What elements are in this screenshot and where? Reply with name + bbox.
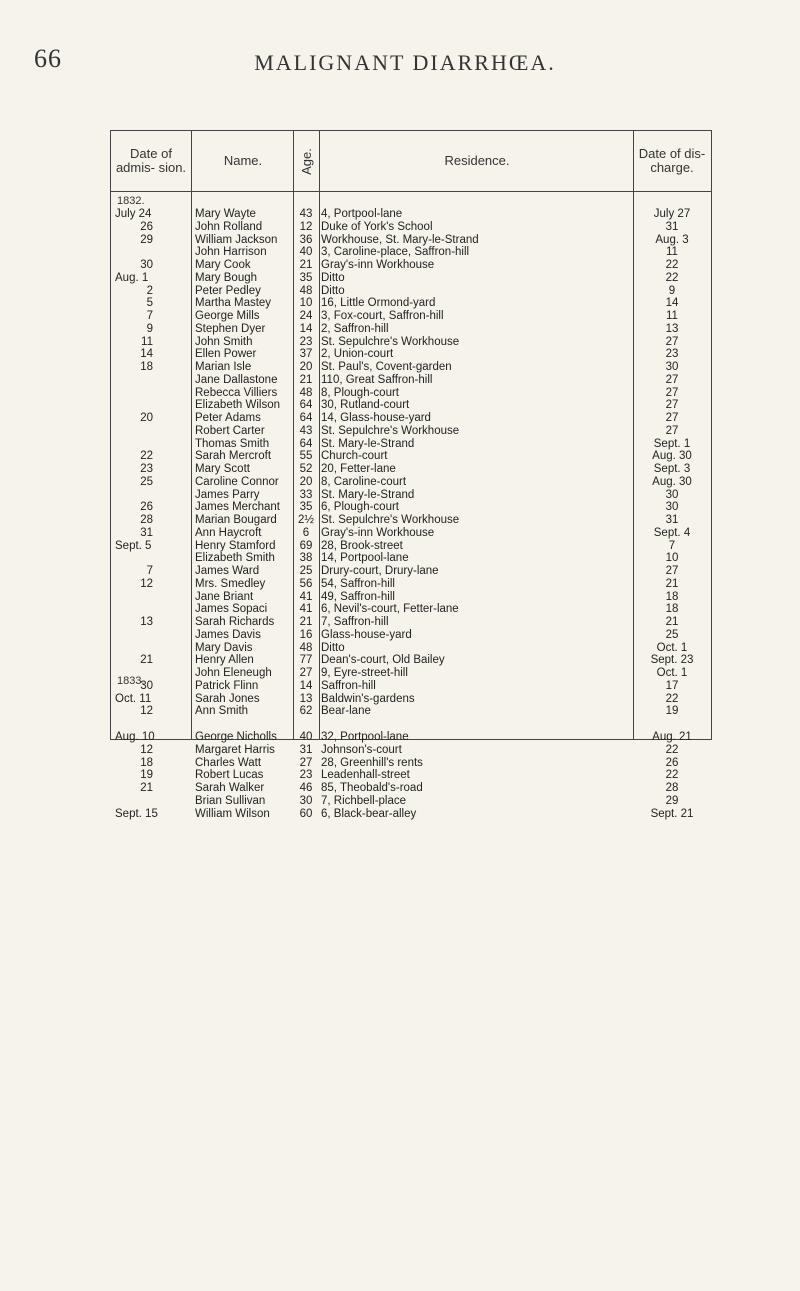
patient-name-cell: James Davis [195, 628, 261, 641]
patient-name-cell: Charles Watt [195, 756, 262, 769]
column-header-age: Age. [298, 147, 314, 175]
residence-cell: 6, Black-bear-alley [321, 807, 417, 820]
discharge-date-cell: 28 [665, 782, 679, 794]
residence-cell: Gray's-inn Workhouse [321, 259, 435, 271]
column-header-admission: Date of admis- sion. [115, 146, 187, 175]
age-cell: 27 [299, 667, 313, 679]
residence-cell: 20, Fetter-lane [321, 463, 396, 475]
admission-date-cell: 28 [140, 514, 153, 526]
table-row [111, 808, 711, 821]
admission-date-cell: Oct. 11 [115, 692, 152, 705]
residence-cell: Johnson's-court [321, 743, 402, 756]
admission-date-cell: 9 [146, 322, 153, 335]
discharge-date-cell: 27 [665, 565, 679, 577]
patient-name-cell: James Ward [195, 565, 260, 577]
age-cell: 14 [299, 322, 313, 335]
age-cell: 46 [299, 782, 313, 794]
age-cell: 23 [299, 769, 313, 782]
table-row [111, 323, 711, 336]
year-label: 1833. [117, 675, 145, 687]
discharge-date-cell: 10 [665, 552, 679, 565]
table-row [111, 272, 711, 285]
patient-name-cell: Peter Pedley [195, 284, 261, 297]
discharge-date-cell: 22 [665, 692, 679, 705]
table-row [111, 565, 711, 578]
patient-name-cell: George Mills [195, 310, 260, 322]
discharge-date-cell: 13 [665, 322, 679, 335]
age-cell: 77 [299, 654, 313, 667]
patient-name-cell: Mrs. Smedley [195, 577, 266, 590]
admission-date-cell: 12 [140, 577, 153, 590]
table-row [111, 246, 711, 259]
page-number: 66 [34, 44, 62, 73]
admission-date-cell: July 24 [115, 208, 152, 220]
table-row [111, 680, 711, 693]
age-cell: 12 [299, 220, 313, 233]
residence-cell: 6, Nevil's-court, Fetter-lane [321, 603, 459, 616]
discharge-date-cell: Sept. 3 [653, 463, 691, 475]
header-rule [111, 191, 711, 192]
age-cell: 10 [299, 297, 313, 310]
patient-name-cell: Peter Adams [195, 412, 261, 424]
discharge-date-cell: 27 [665, 412, 679, 424]
discharge-date-cell: 27 [665, 424, 679, 437]
table-row [111, 501, 711, 514]
age-cell: 35 [299, 501, 313, 514]
table-row [111, 578, 711, 591]
age-cell: 43 [299, 424, 313, 437]
discharge-date-cell: 26 [665, 756, 679, 769]
age-cell: 60 [299, 807, 313, 820]
residence-cell: Workhouse, St. Mary-le-Strand [321, 233, 479, 246]
age-cell: 48 [299, 641, 313, 654]
discharge-date-cell: 27 [665, 399, 679, 412]
table-row [111, 412, 711, 425]
table-row [111, 208, 711, 221]
age-cell: 38 [299, 552, 313, 565]
residence-cell: Dean's-court, Old Bailey [321, 654, 445, 667]
admission-date-cell: 7 [146, 310, 153, 322]
table-row [111, 642, 711, 655]
age-cell: 13 [299, 692, 313, 705]
table-row [111, 540, 711, 553]
discharge-date-cell: 18 [665, 590, 679, 603]
patient-name-cell: Elizabeth Smith [195, 552, 275, 565]
age-cell: 25 [299, 565, 313, 577]
patient-name-cell: Sarah Walker [195, 782, 265, 794]
residence-cell: 4, Portpool-lane [321, 208, 403, 220]
patient-name-cell: John Smith [195, 335, 253, 348]
admission-date-cell: 30 [140, 679, 153, 692]
patient-name-cell: Sarah Mercroft [195, 450, 272, 463]
age-cell: 14 [299, 679, 313, 692]
admission-date-cell: 30 [140, 259, 153, 271]
patient-name-cell: John Rolland [195, 220, 263, 233]
admissions-register-table [110, 130, 712, 820]
admission-date-cell: 7 [146, 565, 153, 577]
residence-cell: Ditto [321, 641, 345, 654]
age-cell: 40 [299, 731, 313, 743]
residence-cell: 7, Saffron-hill [321, 616, 389, 628]
residence-cell: Drury-court, Drury-lane [321, 565, 439, 577]
patient-name-cell: Marian Isle [195, 361, 252, 373]
patient-name-cell: Jane Dallastone [195, 373, 278, 386]
discharge-date-cell: Sept. 1 [653, 437, 691, 450]
patient-name-cell: Mary Bough [195, 271, 258, 284]
residence-cell: 85, Theobald's-road [321, 782, 423, 794]
discharge-date-cell: Aug. 21 [652, 731, 692, 743]
table-row [111, 744, 711, 757]
discharge-date-cell: 18 [665, 603, 679, 616]
admission-date-cell: 2 [146, 284, 153, 297]
admission-date-cell: 5 [146, 297, 153, 310]
admission-date-cell: 26 [140, 220, 153, 233]
residence-cell: 14, Portpool-lane [321, 552, 409, 565]
table-row [111, 514, 711, 527]
residence-cell: St. Mary-le-Strand [321, 488, 415, 501]
table-row [111, 552, 711, 565]
discharge-date-cell: 31 [665, 514, 679, 526]
patient-name-cell: Ann Smith [195, 705, 249, 718]
age-cell: 20 [299, 361, 313, 373]
table-row [111, 476, 711, 489]
patient-name-cell: Sarah Richards [195, 616, 275, 628]
admission-date-cell: 12 [140, 743, 153, 756]
age-cell: 24 [299, 310, 313, 322]
admission-date-cell: 14 [140, 348, 153, 361]
admission-date-cell: 13 [140, 616, 153, 628]
discharge-date-cell: 30 [665, 488, 679, 501]
table-row [111, 234, 711, 247]
table-row [111, 221, 711, 234]
residence-cell: 28, Greenhill's rents [321, 756, 423, 769]
age-cell: 56 [299, 577, 313, 590]
patient-name-cell: William Jackson [195, 233, 278, 246]
table-row [111, 438, 711, 451]
admission-date-cell: 21 [140, 782, 153, 794]
table-row [111, 629, 711, 642]
admission-date-cell: 12 [140, 705, 153, 718]
table-row [111, 348, 711, 361]
age-cell: 21 [299, 259, 313, 271]
discharge-date-cell: 30 [665, 501, 679, 514]
residence-cell: Saffron-hill [321, 679, 376, 692]
discharge-date-cell: 31 [665, 220, 679, 233]
residence-cell: Baldwin's-gardens [321, 692, 415, 705]
residence-cell: 6, Plough-court [321, 501, 399, 514]
discharge-date-cell: Sept. 4 [653, 526, 691, 539]
table-row [111, 782, 711, 795]
table-row [111, 757, 711, 770]
patient-name-cell: Thomas Smith [195, 437, 270, 450]
column-header-discharge: Date of dis- charge. [638, 146, 706, 175]
table-row [111, 731, 711, 744]
residence-cell: 9, Eyre-street-hill [321, 667, 408, 679]
admission-date-cell: Aug. 10 [115, 731, 155, 743]
discharge-date-cell: 27 [665, 335, 679, 348]
patient-name-cell: John Eleneugh [195, 667, 272, 679]
patient-name-cell: Mary Wayte [195, 208, 256, 220]
discharge-date-cell: Sept. 21 [650, 807, 694, 820]
patient-name-cell: Henry Allen [195, 654, 254, 667]
residence-cell: St. Sepulchre's Workhouse [321, 514, 460, 526]
discharge-date-cell: 9 [668, 284, 676, 297]
year-label: 1832. [117, 195, 145, 207]
age-cell: 48 [299, 386, 313, 399]
age-cell: 23 [299, 335, 313, 348]
patient-name-cell: Jane Briant [195, 590, 254, 603]
residence-cell: 16, Little Ormond-yard [321, 297, 436, 310]
admission-date-cell: 22 [140, 450, 153, 463]
discharge-date-cell: Aug. 30 [652, 450, 692, 463]
age-cell: 6 [302, 526, 310, 539]
discharge-date-cell: Aug. 3 [655, 233, 689, 246]
discharge-date-cell: 19 [665, 705, 679, 718]
residence-cell: 3, Fox-court, Saffron-hill [321, 310, 444, 322]
discharge-date-cell: 22 [665, 769, 679, 782]
column-header-age-cell [295, 131, 317, 191]
table-row [111, 654, 711, 667]
residence-cell: 8, Plough-court [321, 386, 399, 399]
discharge-date-cell: 27 [665, 386, 679, 399]
age-cell: 41 [299, 603, 313, 616]
age-cell: 43 [299, 208, 313, 220]
patient-name-cell: Ann Haycroft [195, 526, 262, 539]
discharge-date-cell: 11 [666, 310, 678, 322]
patient-name-cell: Sarah Jones [195, 692, 260, 705]
age-cell: 37 [299, 348, 313, 361]
discharge-date-cell: 30 [665, 361, 679, 373]
admission-date-cell: 31 [140, 526, 153, 539]
table-row [111, 285, 711, 298]
residence-cell: Ditto [321, 271, 345, 284]
patient-name-cell: Robert Lucas [195, 769, 264, 782]
discharge-date-cell: Sept. 23 [650, 654, 694, 667]
table-row [111, 527, 711, 540]
age-cell: 2½ [298, 514, 314, 526]
running-head: MALIGNANT DIARRHŒA. [254, 50, 556, 75]
age-cell: 27 [299, 756, 313, 769]
discharge-date-cell: 22 [665, 259, 679, 271]
age-cell: 30 [299, 794, 313, 807]
column-header-name: Name. [223, 153, 263, 168]
patient-name-cell: Elizabeth Wilson [195, 399, 281, 412]
admission-date-cell: 11 [141, 335, 153, 348]
table-row [111, 387, 711, 400]
table-row [111, 769, 711, 782]
age-cell: 62 [299, 705, 313, 718]
patient-name-cell: Brian Sullivan [195, 794, 266, 807]
admission-date-cell: 18 [140, 361, 153, 373]
age-cell: 64 [299, 412, 313, 424]
age-cell: 64 [299, 437, 313, 450]
age-cell: 21 [299, 616, 313, 628]
discharge-date-cell: Aug. 30 [652, 475, 692, 488]
patient-name-cell: Caroline Connor [195, 475, 279, 488]
admission-date-cell: 29 [140, 233, 153, 246]
table-row [111, 259, 711, 272]
patient-name-cell: Marian Bougard [195, 514, 277, 526]
patient-name-cell: Mary Davis [195, 641, 253, 654]
table-row [111, 705, 711, 718]
residence-cell: Ditto [321, 284, 345, 297]
discharge-date-cell: 21 [665, 577, 679, 590]
table-row [111, 297, 711, 310]
admission-date-cell: 25 [140, 475, 153, 488]
discharge-date-cell: 29 [665, 794, 679, 807]
column-header-residence: Residence. [444, 153, 510, 168]
age-cell: 41 [299, 590, 313, 603]
discharge-date-cell: 21 [665, 616, 679, 628]
admission-date-cell: 26 [140, 501, 153, 514]
residence-cell: Church-court [321, 450, 388, 463]
table-row [111, 693, 711, 706]
residence-cell: Leadenhall-street [321, 769, 410, 782]
residence-cell: St. Sepulchre's Workhouse [321, 424, 460, 437]
residence-cell: St. Sepulchre's Workhouse [321, 335, 460, 348]
residence-cell: St. Paul's, Covent-garden [321, 361, 452, 373]
patient-name-cell: Ellen Power [195, 348, 257, 361]
age-cell: 31 [299, 743, 313, 756]
age-cell: 48 [299, 284, 313, 297]
patient-name-cell: Mary Scott [195, 463, 250, 475]
age-cell: 20 [299, 475, 313, 488]
admission-date-cell: Sept. 15 [115, 807, 158, 820]
patient-name-cell: Patrick Flinn [195, 679, 259, 692]
patient-name-cell: Margaret Harris [195, 743, 275, 756]
admission-date-cell: 19 [140, 769, 153, 782]
residence-cell: Bear-lane [321, 705, 371, 718]
discharge-date-cell: July 27 [653, 208, 691, 220]
residence-cell: Gray's-inn Workhouse [321, 526, 435, 539]
residence-cell: 2, Union-court [321, 348, 394, 361]
admission-date-cell: 23 [140, 463, 153, 475]
table-row [111, 616, 711, 629]
residence-cell: 7, Richbell-place [321, 794, 407, 807]
residence-cell: 2, Saffron-hill [321, 322, 389, 335]
residence-cell: 3, Caroline-place, Saffron-hill [321, 246, 470, 259]
age-cell: 55 [299, 450, 313, 463]
age-cell: 64 [299, 399, 313, 412]
patient-name-cell: William Wilson [195, 807, 270, 820]
residence-cell: 28, Brook-street [321, 539, 403, 552]
discharge-date-cell: 23 [665, 348, 679, 361]
patient-name-cell: Stephen Dyer [195, 322, 266, 335]
table-row [111, 667, 711, 680]
patient-name-cell: James Sopaci [195, 603, 268, 616]
discharge-date-cell: Oct. 1 [656, 641, 688, 654]
table-row [111, 450, 711, 463]
residence-cell: Glass-house-yard [321, 628, 412, 641]
residence-cell: 54, Saffron-hill [321, 577, 395, 590]
age-cell: 35 [299, 271, 313, 284]
admission-date-cell: 20 [140, 412, 153, 424]
table-row [111, 603, 711, 616]
residence-cell: 110, Great Saffron-hill [321, 373, 433, 386]
table-row [111, 361, 711, 374]
residence-cell: St. Mary-le-Strand [321, 437, 415, 450]
age-cell: 16 [299, 628, 313, 641]
age-cell: 36 [299, 233, 313, 246]
residence-cell: 14, Glass-house-yard [321, 412, 431, 424]
residence-cell: 32, Portpool-lane [321, 731, 409, 743]
age-cell: 21 [299, 373, 313, 386]
discharge-date-cell: Oct. 1 [656, 667, 688, 679]
table-row [111, 489, 711, 502]
patient-name-cell: James Parry [195, 488, 260, 501]
residence-cell: 8, Caroline-court [321, 475, 407, 488]
age-cell: 52 [299, 463, 313, 475]
residence-cell: 49, Saffron-hill [321, 590, 395, 603]
admission-date-cell: Sept. 5 [115, 539, 152, 552]
discharge-date-cell: 25 [665, 628, 679, 641]
residence-cell: Duke of York's School [321, 220, 433, 233]
patient-name-cell: George Nicholls [195, 731, 277, 743]
discharge-date-cell: 27 [665, 373, 679, 386]
table-row [111, 463, 711, 476]
discharge-date-cell: 11 [666, 246, 678, 259]
discharge-date-cell: 17 [665, 679, 679, 692]
table-row [111, 399, 711, 412]
table-row [111, 795, 711, 808]
table-row [111, 425, 711, 438]
discharge-date-cell: 14 [665, 297, 679, 310]
table-row [111, 310, 711, 323]
admission-date-cell: Aug. 1 [115, 271, 149, 284]
residence-cell: 30, Rutland-court [321, 399, 410, 412]
patient-name-cell: Robert Carter [195, 424, 265, 437]
age-cell: 40 [299, 246, 313, 259]
patient-name-cell: Mary Cook [195, 259, 251, 271]
age-cell: 33 [299, 488, 313, 501]
discharge-date-cell: 22 [665, 271, 679, 284]
discharge-date-cell: 22 [665, 743, 679, 756]
patient-name-cell: John Harrison [195, 246, 267, 259]
admission-date-cell: 18 [140, 756, 153, 769]
table-row [111, 374, 711, 387]
patient-name-cell: Rebecca Villiers [195, 386, 278, 399]
patient-name-cell: James Merchant [195, 501, 281, 514]
admission-date-cell: 21 [140, 654, 153, 667]
patient-name-cell: Martha Mastey [195, 297, 272, 310]
age-cell: 69 [299, 539, 313, 552]
patient-name-cell: Henry Stamford [195, 539, 276, 552]
table-row [111, 591, 711, 604]
table-row [111, 336, 711, 349]
discharge-date-cell: 7 [668, 539, 676, 552]
